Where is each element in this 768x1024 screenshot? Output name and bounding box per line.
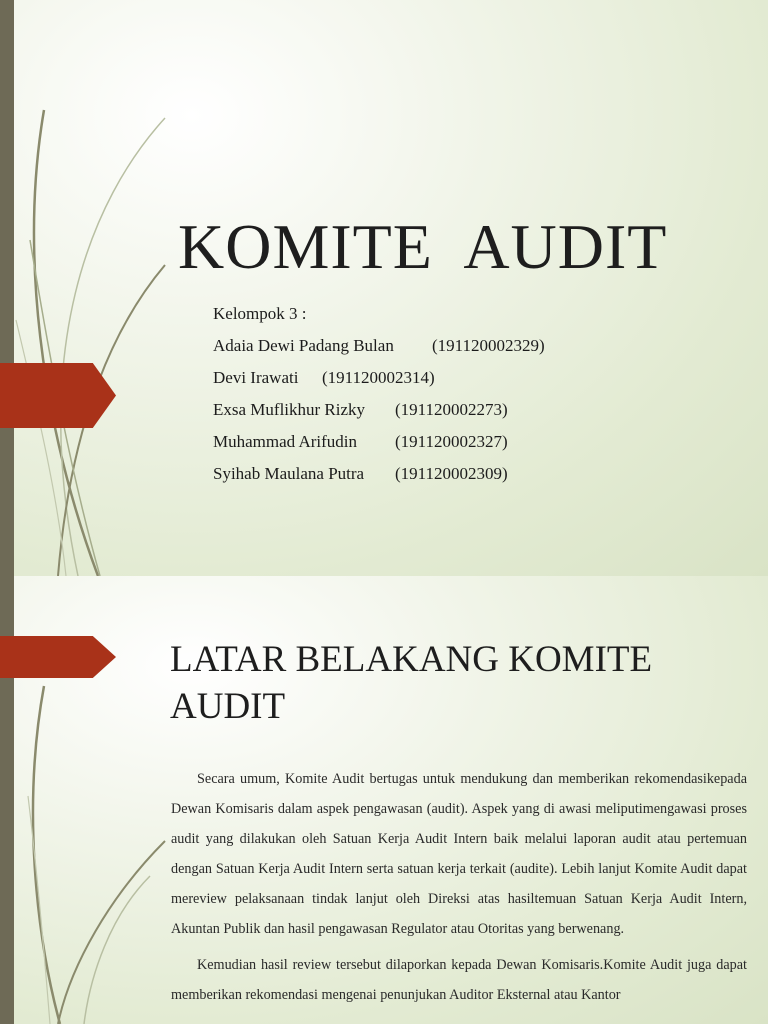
slide-title: LATAR BELAKANG KOMITE AUDIT	[170, 639, 653, 727]
content-slide	[0, 576, 768, 1024]
member-id: (191120002309)	[395, 464, 508, 483]
member-name: Devi Irawati	[213, 368, 299, 387]
member-id: (191120002314)	[322, 368, 435, 387]
member-name: Muhammad Arifudin	[213, 432, 358, 451]
accent-arrow-tab	[0, 363, 116, 428]
accent-arrow-tab	[0, 636, 116, 678]
member-name: Syihab Maulana Putra	[213, 464, 365, 483]
body-text	[171, 764, 747, 1016]
member-row	[213, 458, 733, 490]
decorative-swoosh	[0, 0, 200, 576]
slide-title: KOMITE AUDIT	[178, 211, 668, 282]
member-id: (191120002327)	[395, 432, 508, 451]
member-row	[213, 394, 733, 426]
member-name: Exsa Muflikhur Rizky	[213, 400, 366, 419]
member-name: Adaia Dewi Padang Bulan	[213, 336, 394, 355]
member-id: (191120002273)	[395, 400, 508, 419]
member-row	[213, 330, 733, 362]
member-id: (191120002329)	[432, 336, 545, 355]
paragraph: Kemudian hasil review tersebut dilaporkan kepada Dewan Komisaris.Komite Audit juga dapat memberikan rekomendasi mengenai penunjukan Auditor Eksternal atau Kantor	[171, 957, 747, 1003]
member-row	[213, 426, 733, 458]
member-list	[213, 298, 733, 490]
paragraph: Secara umum, Komite Audit bertugas untuk mendukung dan memberikan rekomendasikepada Dewan Komisaris dalam aspek pengawasan (audit). Aspek yang di awasi meliputimengawasi proses audit yang dilakukan oleh Satuan Kerja Audit Intern baik melalui laporan audit atau pertemuan dengan Satuan Kerja Audit Intern serta satuan kerja terkait (audite). Lebih lanjut Komite Audit dapat mereview pelaksanaan tindak lanjut oleh Direksi atas hasiltemuan Satuan Kerja Audit Intern, Akuntan Publik dan hasil pengawasan Regulator atau Otoritas yang berwenang.	[171, 771, 747, 937]
member-row	[213, 362, 733, 394]
group-label: Kelompok 3 :	[213, 304, 307, 323]
